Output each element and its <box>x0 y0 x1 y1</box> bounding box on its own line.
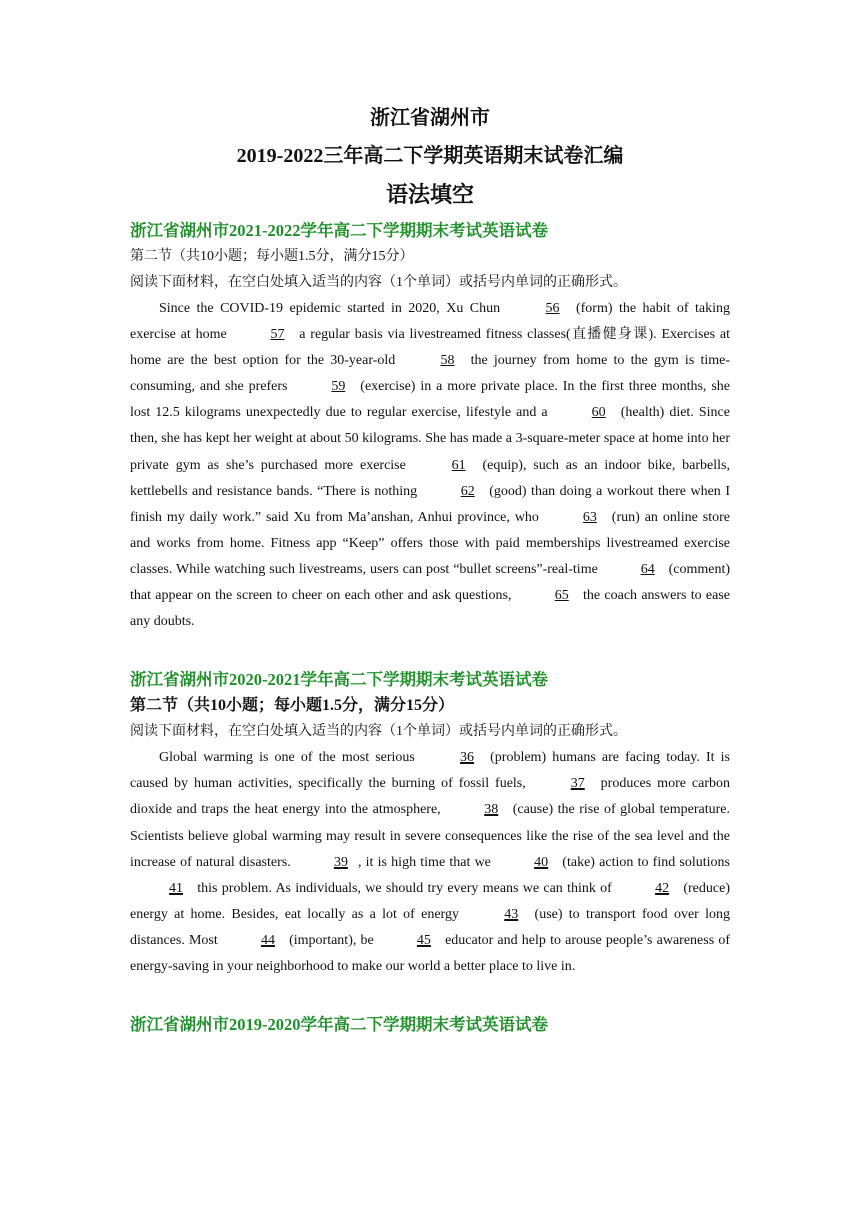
passage-text: (reduce) energy at home. Besides, eat locally as a lot of energy <box>130 880 730 922</box>
passage-text: (exercise) in a more private place. In the first three months, she lost 12.5 kilograms unexpectedly due to regular exercise, lifestyle and a <box>130 379 730 421</box>
passage-text: a regular basis via livestreamed fitness classes(直播健身课). Exercises at home are the best option for the 30-year-old <box>130 327 731 369</box>
blank-39: 39 <box>333 854 348 870</box>
passage-text: (cause) the rise of global temperature. Scientists believe global warming may result in severe consequences like the rise of the sea level and the increase of natural disasters. <box>130 802 730 870</box>
blank-40: 40 <box>534 854 549 870</box>
passage-text: , it is high time that we <box>357 854 496 870</box>
passage-text: (equip), such as an indoor bike, barbells, kettlebells and resistance bands. “There is nothing <box>130 457 730 499</box>
passage-text: the coach answers to ease any doubts. <box>130 588 730 630</box>
passage-text: (comment) that appear on the screen to cheer on each other and ask questions, <box>130 561 730 604</box>
blank-37: 37 <box>570 776 585 792</box>
title-region: 浙江省湖州市 <box>370 107 490 129</box>
blank-42: 42 <box>655 880 670 896</box>
blank-57: 57 <box>270 327 285 343</box>
blank-45: 45 <box>416 932 431 948</box>
section1-heading: 浙江省湖州市2021-2022学年高二下学期期末考试英语试卷 <box>130 221 548 240</box>
title-collection: 2019-2022三年高二下学期英语期末试卷汇编 <box>236 145 624 167</box>
section2-instruction: 阅读下面材料，在空白处填入适当的内容（1个单词）或括号内单词的正确形式。 <box>130 724 627 740</box>
section3-heading: 浙江省湖州市2019-2020学年高二下学期期末考试英语试卷 <box>130 1015 548 1035</box>
section2-heading: 浙江省湖州市2020-2021学年高二下学期期末考试英语试卷 <box>130 670 548 690</box>
passage-text: (problem) humans are facing today. It is caused by human activities, specifically the burning of fossil fuels, <box>130 750 731 792</box>
blank-56: 56 <box>545 301 560 316</box>
blank-44: 44 <box>260 932 275 948</box>
passage-text: educator and help to arouse people’s awareness of energy-saving in your neighborhood to make our world a better place to live in. <box>130 932 730 974</box>
section2-passage <box>130 745 730 980</box>
passage-text: produces more carbon dioxide and traps the heat energy into the atmosphere, <box>130 776 730 818</box>
blank-38: 38 <box>484 802 499 818</box>
blank-61: 61 <box>451 457 466 473</box>
passage-text: (important), be <box>284 932 378 948</box>
passage-text: Global warming is one of the most serious <box>159 750 422 766</box>
document-page <box>130 100 730 1038</box>
passage-text: this problem. As individuals, we should try every means we can think of <box>193 880 617 896</box>
blank-65: 65 <box>554 588 569 604</box>
passage-text: (form) the habit of taking exercise at home <box>130 301 730 343</box>
blank-36: 36 <box>460 750 475 766</box>
passage-text: (good) than doing a workout there when I finish my daily work.” said Xu from Ma’anshan, Anhui province, who <box>130 483 730 525</box>
section2-subheading: 第二节（共10小题；每小题1.5分，满分15分） <box>130 697 455 715</box>
blank-41: 41 <box>169 880 183 896</box>
passage-text: (run) an online store and works from home. Fitness app “Keep” offers those with paid memberships livestreamed exercise classes. While watching such livestreams, users can post “bullet screens”-real-time <box>130 509 730 577</box>
passage-text: (health) diet. Since then, she has kept her weight at about 50 kilograms. She has made a 3-square-meter space at home into her private gym as she’s purchased more exercise <box>130 405 730 473</box>
passage-text: (take) action to find solutions <box>558 854 730 870</box>
blank-59: 59 <box>331 379 346 395</box>
section1-subheading: 第二节（共10小题；每小题1.5分，满分15分） <box>130 249 414 264</box>
passage-text: the journey from home to the gym is time-consuming, and she prefers <box>130 353 730 395</box>
passage-text: (use) to transport food over long distances. Most <box>130 906 730 948</box>
title-topic: 语法填空 <box>385 182 474 207</box>
section1-passage <box>130 296 730 635</box>
blank-64: 64 <box>640 561 655 577</box>
section1-instruction: 阅读下面材料，在空白处填入适当的内容（1个单词）或括号内单词的正确形式。 <box>130 275 627 290</box>
blank-62: 62 <box>460 483 475 499</box>
blank-58: 58 <box>440 353 455 369</box>
blank-43: 43 <box>504 906 519 922</box>
blank-60: 60 <box>591 405 606 421</box>
blank-63: 63 <box>582 509 597 525</box>
passage-text: Since the COVID-19 epidemic started in 2020, Xu Chun <box>159 301 507 316</box>
